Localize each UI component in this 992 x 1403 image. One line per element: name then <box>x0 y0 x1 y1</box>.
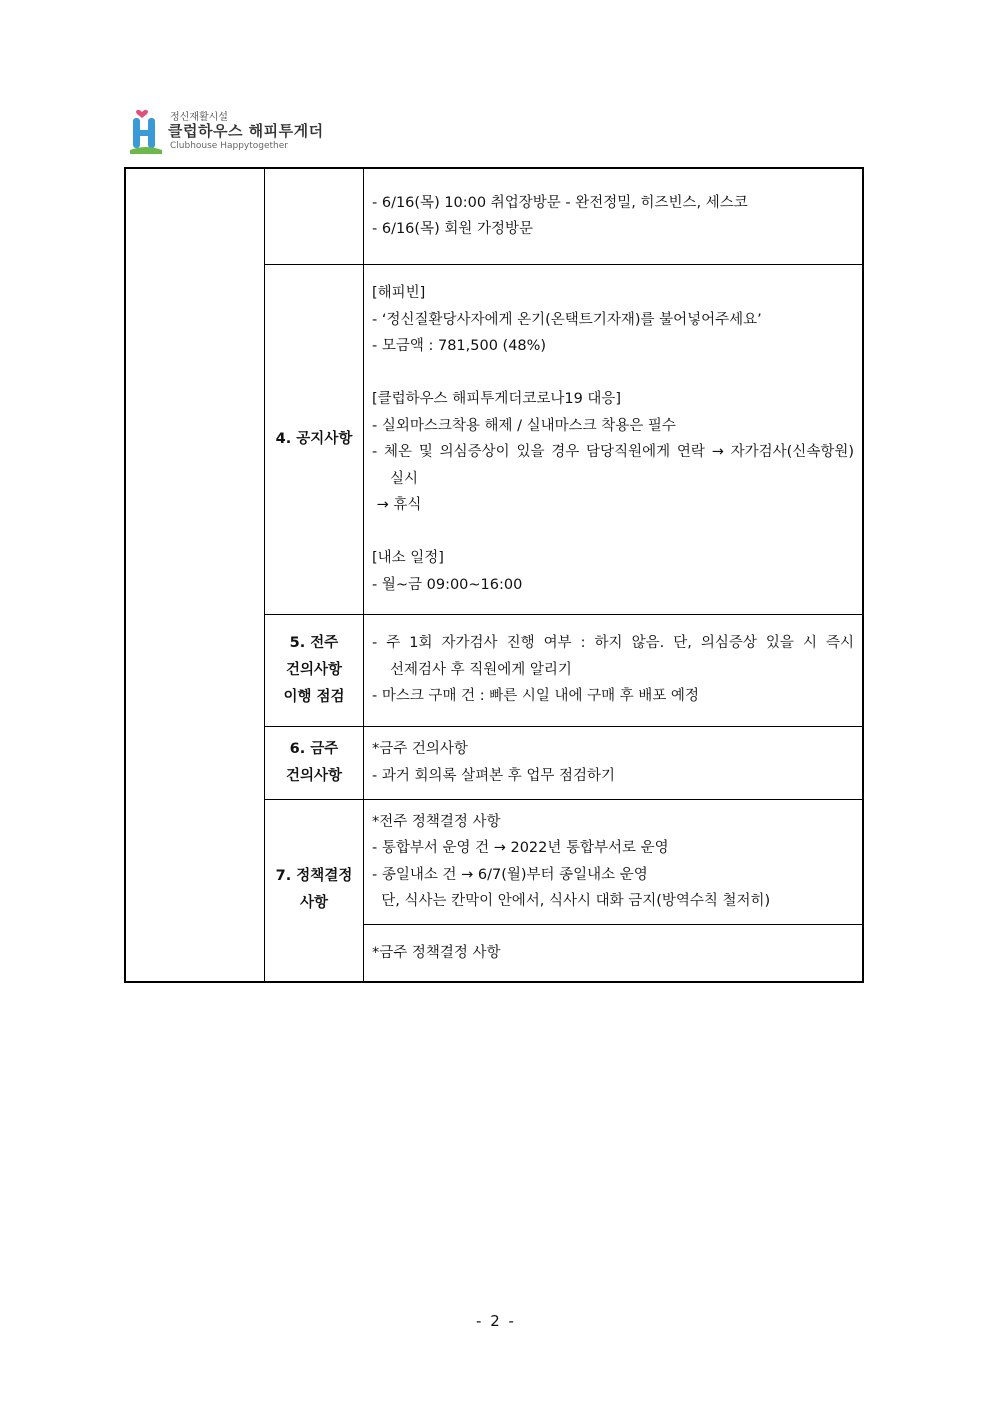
list-item: *금주 건의사항 <box>372 741 468 757</box>
list-item: - 체온 및 의심증상이 있을 경우 담당직원에게 연락 → 자가검사(신속항원) 실시 <box>372 444 854 487</box>
row-content <box>364 264 864 614</box>
heading-text: 건의사항 <box>285 767 343 784</box>
logo-english: Clubhouse Happytogether <box>170 141 288 151</box>
section-title: *전주 정책결정 사항 <box>372 813 501 830</box>
list-item: - 6/16(목) 10:00 취업장방문 - 완전정밀, 히즈빈스, 세스코 <box>372 194 748 211</box>
page-number: - 2 - <box>476 1312 516 1330</box>
heading-text: 이행 점검 <box>283 688 345 705</box>
logo-subtitle: 정신재활시설 <box>170 112 228 123</box>
list-item: - 과거 회의록 살펴본 후 업무 점검하기 <box>372 767 615 784</box>
heading-text: 건의사항 <box>285 661 343 678</box>
meeting-table <box>124 167 864 983</box>
list-item: - 6/16(목) 회원 가정방문 <box>372 221 533 238</box>
section-title: [해피빈] <box>372 285 426 301</box>
section-title: [내소 일정] <box>372 550 444 566</box>
list-item: 단, 식사는 칸막이 안에서, 식사시 대화 금지(방역수칙 철저히) <box>372 893 771 909</box>
heading-text: 6. 금주 <box>289 740 339 757</box>
section-title: [클럽하우스 해피투게더코로나19 대응] <box>372 391 622 407</box>
heading-text: 5. 전주 <box>289 634 339 651</box>
list-item: - 주 1회 자가검사 진행 여부 : 하지 않음. 단, 의심증상 있을 시 즉시 선제검사 후 직원에게 알리기 <box>372 635 854 678</box>
heading-text: 사항 <box>299 895 328 912</box>
clubhouse-h-logo-icon <box>128 104 164 156</box>
list-item: - 모금액 : 781,500 (48%) <box>372 338 547 354</box>
row-heading-notices <box>265 264 364 614</box>
heading-text: 7. 정책결정 <box>275 868 353 885</box>
table-row <box>125 168 863 264</box>
row-content <box>364 799 864 924</box>
logo-title: 클럽하우스 해피투게더 <box>168 122 324 140</box>
clubhouse-logo <box>128 104 328 156</box>
list-item: - 실외마스크착용 해제 / 실내마스크 착용은 필수 <box>372 417 676 434</box>
row-heading-prev-suggestions <box>265 614 364 726</box>
list-item: - 종일내소 건 → 6/7(월)부터 종일내소 운영 <box>372 866 648 883</box>
list-item: - ‘정신질환당사자에게 온기(온택트기자재)를 불어넣어주세요’ <box>372 311 762 328</box>
list-item: → 휴식 <box>372 497 422 513</box>
row-heading-policy <box>265 799 364 982</box>
section-title: *금주 정책결정 사항 <box>372 944 501 961</box>
row-heading-this-week-suggestions <box>265 726 364 799</box>
list-item: - 마스크 구매 건 : 빠른 시일 내에 구매 후 배포 예정 <box>372 688 699 705</box>
list-item: - 통합부서 운영 건 → 2022년 통합부서로 운영 <box>372 840 669 856</box>
row-content <box>364 726 864 799</box>
row-content <box>364 924 864 982</box>
heading-text: 4. 공지사항 <box>275 430 353 447</box>
row-content <box>364 168 864 264</box>
left-category-cell <box>125 168 265 982</box>
list-item: - 월~금 09:00~16:00 <box>372 576 523 593</box>
row-content <box>364 614 864 726</box>
row-heading-empty <box>265 168 364 264</box>
